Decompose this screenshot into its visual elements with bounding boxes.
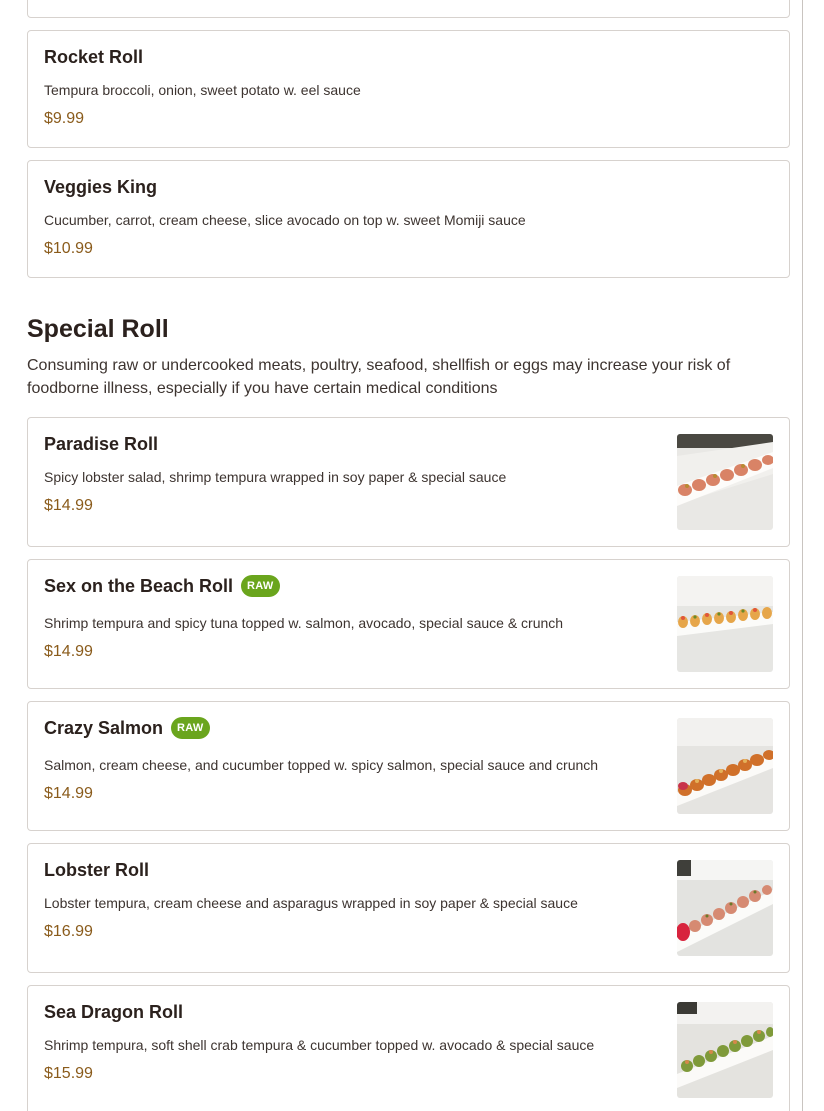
menu-item-price: $15.99 xyxy=(44,1065,93,1082)
menu-item-header xyxy=(44,575,280,597)
menu-item-card[interactable] xyxy=(27,701,790,831)
section-allergy-note: Consuming raw or undercooked meats, poultry, seafood, shellfish or eggs may increase your risk of foodborne illness, especially if you have certain medical conditions xyxy=(27,357,731,397)
menu-item-header xyxy=(44,1002,183,1023)
menu-item-price: $14.99 xyxy=(44,643,93,660)
menu-item-description: Shrimp tempura, soft shell crab tempura & cucumber topped w. avocado & special sauce xyxy=(44,1037,595,1053)
menu-item-price: $14.99 xyxy=(44,497,93,514)
menu-item-photo[interactable] xyxy=(677,434,773,530)
menu-item-price: $9.99 xyxy=(44,110,85,127)
menu-item-name: Crazy Salmon xyxy=(44,717,164,738)
menu-item-header xyxy=(44,860,149,881)
menu-item-photo[interactable] xyxy=(677,576,773,672)
sushi-plate-image xyxy=(677,434,773,530)
menu-item-header xyxy=(44,177,157,198)
menu-item-card[interactable] xyxy=(27,985,790,1111)
menu-item-description: Salmon, cream cheese, and cucumber topped w. spicy salmon, special sauce and crunch xyxy=(44,757,599,773)
raw-badge: RAW xyxy=(171,717,210,739)
menu-item-price: $16.99 xyxy=(44,923,93,940)
menu-item-photo[interactable] xyxy=(677,718,773,814)
menu-item-description: Cucumber, carrot, cream cheese, slice avocado on top w. sweet Momiji sauce xyxy=(44,212,526,228)
menu-item-name: Paradise Roll xyxy=(44,434,159,454)
menu-item-card[interactable] xyxy=(27,30,790,148)
menu-item-name: Sea Dragon Roll xyxy=(44,1002,184,1022)
menu-item-card-partial[interactable] xyxy=(27,0,790,18)
section-title: Special Roll xyxy=(27,315,169,343)
menu-item-card[interactable] xyxy=(27,417,790,547)
menu-item-description: Spicy lobster salad, shrimp tempura wrapped in soy paper & special sauce xyxy=(44,469,507,485)
menu-item-description: Lobster tempura, cream cheese and asparagus wrapped in soy paper & special sauce xyxy=(44,895,578,911)
menu-item-header xyxy=(44,434,158,455)
menu-item-header xyxy=(44,47,143,68)
menu-item-name: Rocket Roll xyxy=(44,47,144,67)
menu-item-photo[interactable] xyxy=(677,860,773,956)
menu-item-name: Lobster Roll xyxy=(44,860,150,880)
menu-item-photo[interactable] xyxy=(677,1002,773,1098)
menu-item-price: $10.99 xyxy=(44,240,93,257)
raw-badge: RAW xyxy=(241,575,280,597)
menu-item-card[interactable] xyxy=(27,160,790,278)
sushi-plate-image xyxy=(677,860,773,956)
menu-item-price: $14.99 xyxy=(44,785,93,802)
menu-item-name: Veggies King xyxy=(44,177,158,197)
page-right-border xyxy=(802,0,803,1111)
sushi-plate-image xyxy=(677,718,773,814)
menu-item-description: Shrimp tempura and spicy tuna topped w. salmon, avocado, special sauce & crunch xyxy=(44,615,564,631)
sushi-plate-image xyxy=(677,1002,773,1098)
menu-item-card[interactable] xyxy=(27,559,790,689)
menu-item-card[interactable] xyxy=(27,843,790,973)
menu-item-header xyxy=(44,717,210,739)
sushi-plate-image xyxy=(677,576,773,672)
menu-item-name: Sex on the Beach Roll xyxy=(44,575,234,596)
menu-item-description: Tempura broccoli, onion, sweet potato w. eel sauce xyxy=(44,82,361,98)
